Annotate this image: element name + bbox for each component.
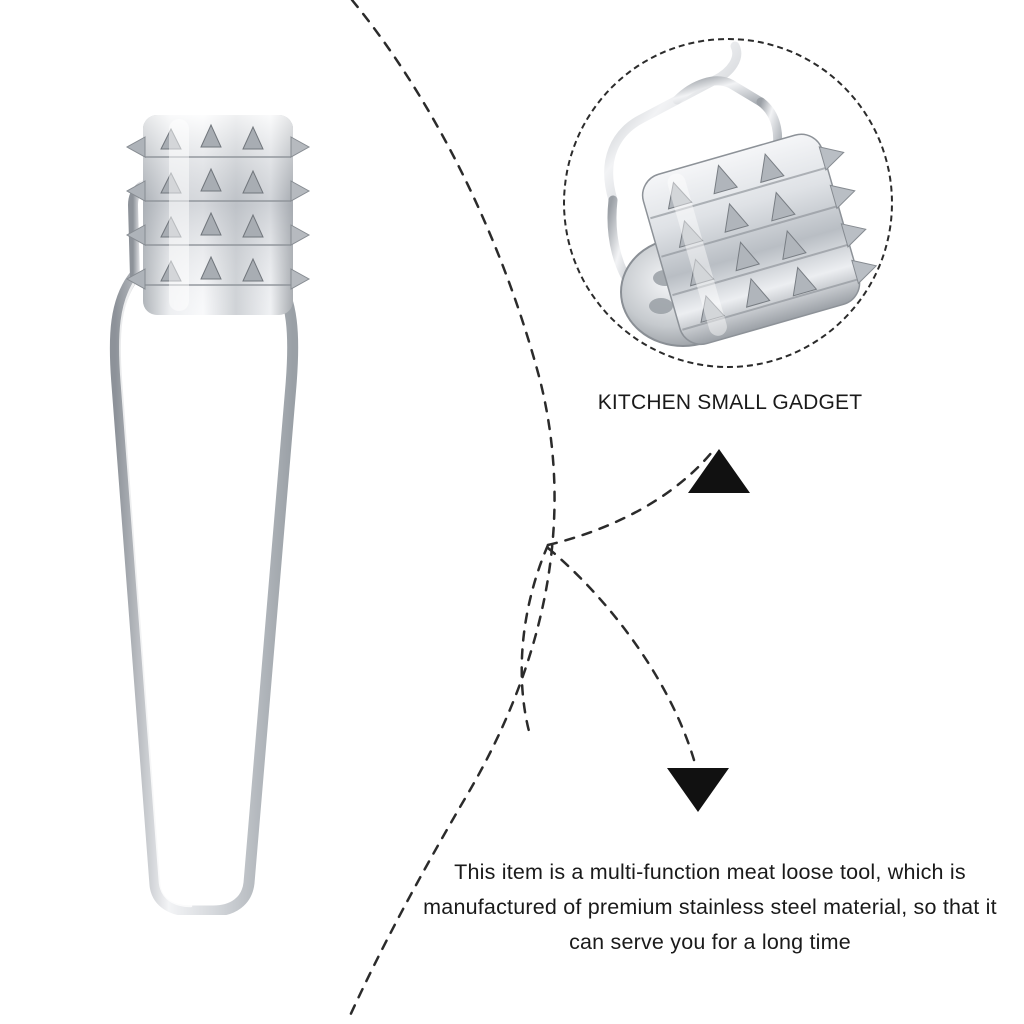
description-text: This item is a multi-function meat loose tool, which is manufactured of premium stainless steel material, so that it can serve you for a long time xyxy=(423,860,997,954)
handle-wire-loop xyxy=(115,275,292,911)
triangle-up-icon xyxy=(688,449,750,493)
detail-inset-circle xyxy=(563,38,893,368)
spiked-roller-drum xyxy=(127,115,309,315)
triangle-down-icon xyxy=(667,768,729,812)
headline-text: KITCHEN SMALL GADGET xyxy=(597,391,863,414)
product-main-image xyxy=(95,85,340,915)
